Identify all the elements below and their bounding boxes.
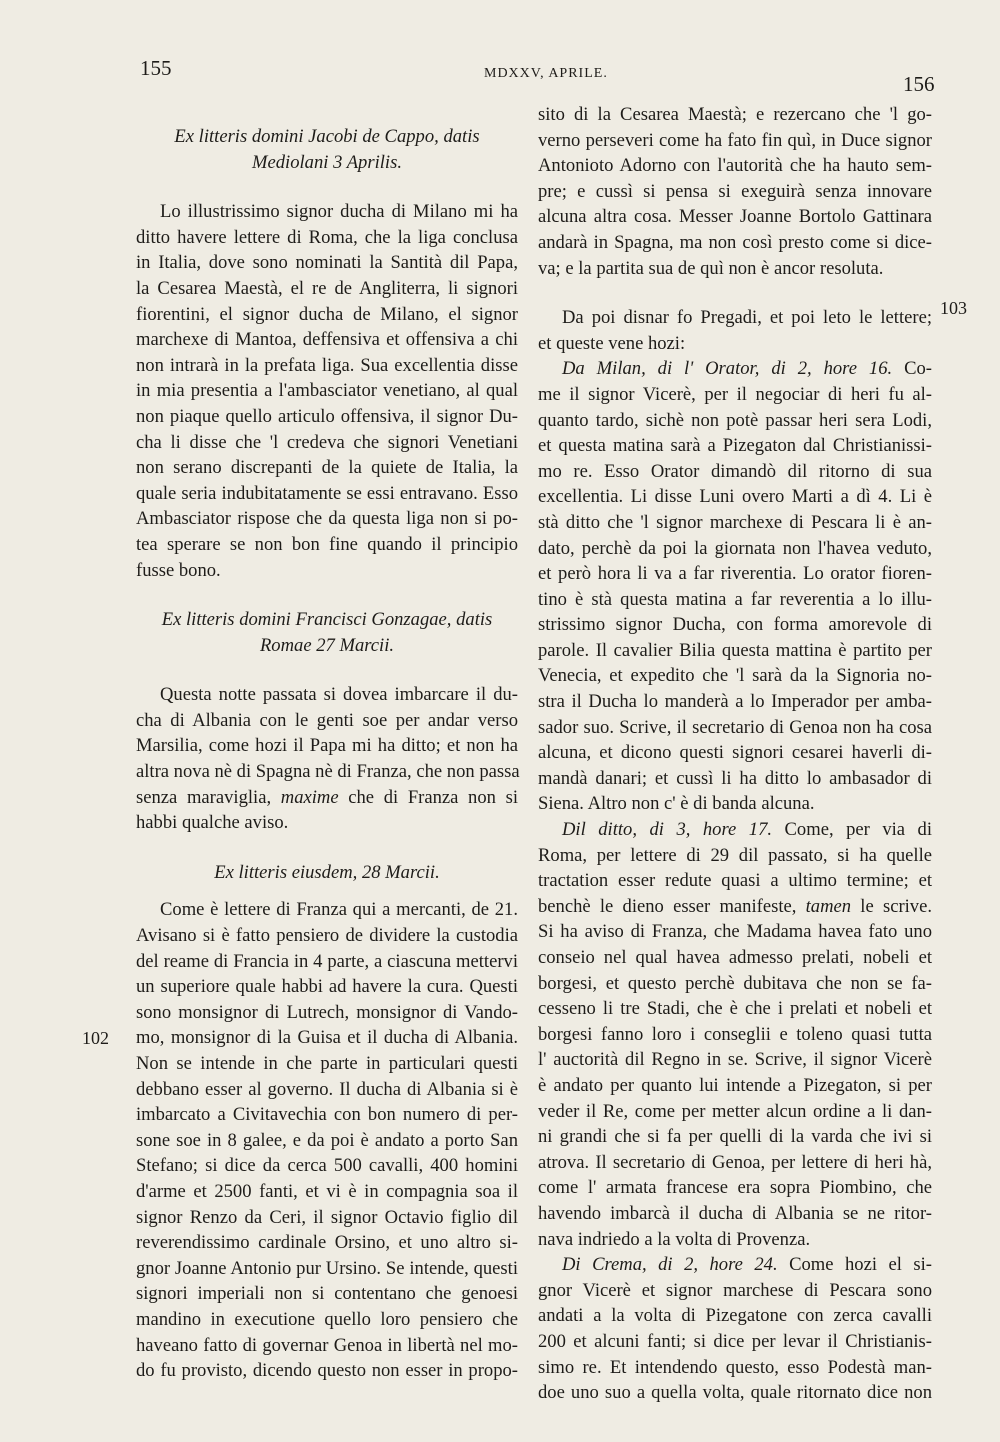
text-line: sador suo. Scrive, il secretario di Genoa non ha cosa	[538, 716, 932, 738]
text-line: havendo imbarcà il ducha di Albania se ne ritor-	[538, 1202, 932, 1224]
text-line: sito di la Cesarea Maestà; e rezercano che 'l go-	[538, 104, 932, 125]
text-line: habbi qualche aviso.	[136, 812, 289, 834]
text-line: reverendissimo cardinale Orsino, et uno altro si-	[136, 1232, 518, 1254]
text-line: in Italia, dove sono nominati la Santità dil Papa,	[136, 252, 518, 274]
text-line: Roma, per lettere di 29 dil passato, si ha quelle	[538, 844, 932, 866]
text-line: simo re. Et intendendo questo, esso Podestà man-	[538, 1356, 932, 1378]
text-line: tino è stà questa matina a far reverentia a lo illu-	[538, 588, 932, 610]
text-line: cha di Albania con le genti soe per andar verso	[136, 709, 518, 731]
text-line: mo re. Esso Orator dimandò dil ritorno di sua	[538, 460, 932, 482]
paragraph-continuation	[538, 102, 932, 281]
paragraph-gonzaga	[136, 682, 518, 836]
text-line: gnor Vicerè et signor marchese di Pescara sono	[538, 1279, 932, 1301]
text-line: pre; e cussì si pensa si exeguirà senza innovare	[538, 180, 932, 202]
text-line: debbano esser al governo. Il ducha di Albania si è	[136, 1078, 518, 1100]
heading-gonzaga-line1: Ex litteris domini Francisci Gonzagae, datis	[161, 609, 493, 631]
text-line: et però hora li va a far riverentia. Lo orator fioren-	[538, 563, 932, 585]
margin-note-right: 103	[940, 298, 967, 318]
entry-milan	[538, 356, 932, 817]
text-line: ditto havere lettere di Roma, che la liga conclusa	[136, 226, 518, 248]
text-line: veder il Re, come per metter alcun ordine a li dan-	[538, 1100, 932, 1122]
text-line: cha li disse che 'l credeva che signori Venetiani	[136, 431, 518, 453]
text-line: mandà danari; et cussì li ha ditto lo ambasador di	[538, 767, 932, 789]
paragraph-cappo	[136, 199, 518, 583]
text-line: Siena. Altro non c' è di banda alcuna.	[538, 793, 815, 815]
text-line: l' auctorità dil Regno in se. Scrive, il signor Vicerè	[538, 1049, 932, 1071]
text-line: non serano discrepanti de la quiete de Italia, la	[136, 457, 518, 479]
text-line: sono monsignor di Lutrech, monsignor di Vando-	[136, 1001, 518, 1023]
text-line: alcuna altra cosa. Messer Joanne Bortolo Gattinara	[538, 206, 932, 228]
text-line: quanto tardo, sichè non potè passar heri sera Lodi,	[538, 409, 932, 431]
text-line: 200 et alcuni fanti; si dice per levar il Christianis-	[538, 1330, 932, 1352]
page-number-left: 155	[140, 56, 172, 80]
heading-cappo-line2: Mediolani 3 Aprilis.	[252, 151, 402, 173]
text-line: fiorentini, el signor ducha de Milano, el signor	[136, 303, 518, 325]
text-line: haveano fatto di governar Genoa in libertà nel mo-	[136, 1334, 518, 1356]
text-line: signor Renzo da Ceri, il signor Octavio figlio dil	[136, 1206, 518, 1228]
text-line: stà ditto che 'l signor marchexe di Pescara li è an-	[538, 511, 932, 533]
text-line: Questa notte passata si dovea imbarcare il du-	[160, 684, 518, 706]
text-line: doe uno suo a quella volta, quale ritornato dice non	[538, 1382, 932, 1404]
text-line: Antonioto Adorno con l'autorità che ha hauto sem-	[538, 155, 932, 177]
text-line: stra il Ducha lo manderà a lo Imperador per amba-	[538, 691, 932, 713]
page-number-right: 156	[903, 72, 935, 96]
entry-lead-line: Dil ditto, di 3, hore 17. Come, per via di	[562, 819, 932, 841]
running-title: MDXXV, APRILE.	[484, 66, 608, 81]
text-line: mandino in executione quello loro pensiero che	[136, 1308, 518, 1330]
text-line: verno perseveri come ha fato fin quì, in Duce signor	[538, 129, 932, 151]
text-line: benchè le dieno esser manifeste, tamen le scrive.	[538, 895, 932, 917]
text-line: come l' armata francese era sopra Piombino, che	[538, 1177, 932, 1199]
margin-note-left: 102	[82, 1028, 109, 1048]
text-line: un superiore quale habbi ad havere la cura. Questi	[136, 976, 518, 998]
text-line: Come è lettere di Franza qui a mercanti, de 21.	[160, 899, 518, 921]
text-line: borgesi fanno loro i conseglii e toleno quasi tutta	[538, 1023, 932, 1045]
text-line: quale seria indubitatamente se essi entravano. Esso	[136, 482, 518, 504]
entry-lead-line: Di Crema, di 2, hore 24. Come hozi el si-	[562, 1254, 932, 1276]
text-line: Stefano; si dice da cerca 500 cavalli, 400 homini	[136, 1155, 518, 1177]
text-line: andati a la volta di Pizegatone con zerca cavalli	[538, 1305, 932, 1327]
text-line: tractation esser redute quasi a ultimo termine; et	[538, 870, 932, 892]
text-line: cesseno li tre Stadi, che è che i prelati et nobeli et	[538, 998, 932, 1020]
text-line: Avisano si è fatto pensiero de dividere la custodia	[136, 925, 518, 947]
text-line: dato, perchè da poi la giornata non l'havea veduto,	[538, 537, 932, 559]
entry-ditto	[538, 817, 932, 1252]
text-line: d'arme et 2500 fanti, et vi è in compagnia soa il	[136, 1180, 518, 1202]
right-column	[538, 102, 932, 1406]
text-line: va; e la partita sua de quì non è ancor resoluta.	[538, 257, 884, 279]
text-line: strissimo signor Ducha, con forma amorevole di	[538, 614, 932, 636]
text-line: la Cesarea Maestà, el re de Angliterra, li signori	[136, 277, 518, 299]
text-line: excellentia. Li disse Luni overo Marti a dì 4. Li è	[538, 486, 932, 508]
text-line: Ambasciator rispose che da questa liga non si po-	[136, 508, 518, 530]
heading-cappo-line1: Ex litteris domini Jacobi de Cappo, datis	[174, 126, 480, 147]
text-line: imbarcato a Civitavechia con bon numero di per-	[136, 1104, 518, 1126]
text-line: Non se intende in che parte in particulari questi	[136, 1053, 518, 1074]
left-column	[136, 124, 518, 1384]
text-line: do fu provisto, dicendo questo non esser in propo-	[136, 1360, 518, 1382]
text-line: mo, monsignor di la Guisa et il ducha di Albania.	[136, 1027, 518, 1049]
entry-crema	[538, 1252, 932, 1406]
text-line: ni grandi che si fa per quelli di la varda che ivi si	[538, 1126, 932, 1148]
text-line: conseio nel qual havea admesso prelati, nobeli et	[538, 947, 932, 968]
text-line: fusse bono.	[136, 559, 221, 581]
text-line: del reame di Francia in 4 parte, a ciascuna mettervi	[136, 950, 518, 972]
text-line: me il signor Vicerè, per il negociar di heri fu al-	[538, 383, 932, 405]
text-line: parole. Il cavalier Bilia questa mattina è partito per	[538, 639, 932, 661]
text-line: sone soe in 8 galee, e da poi è andato a porto San	[136, 1129, 518, 1151]
text-line: gnor Joanne Antonio pur Ursino. Se intende, questi	[136, 1257, 518, 1279]
text-line: atrova. Il secretario di Genoa, per lettere di heri hà,	[538, 1151, 932, 1173]
text-line: senza maraviglia, maxime che di Franza non si	[136, 786, 519, 808]
text-line: altra nova nè di Spagna nè di Franza, che non passa	[136, 761, 520, 783]
entry-lead-line: Da Milan, di l' Orator, di 2, hore 16. Co-	[562, 358, 932, 380]
text-line: Marsilia, come hozi il Papa mi ha ditto; et non ha	[136, 735, 518, 757]
text-line: borgesi, et questo perchè dubitava che non se fa-	[538, 972, 932, 994]
text-line: è andato per quanto lui intende a Pizegaton, si per	[538, 1074, 932, 1096]
text-line: Si ha aviso di Franza, che Madama havea fato uno	[538, 921, 932, 943]
text-line: marchexe di Mantoa, deffensiva et offensiva a chi	[136, 329, 518, 351]
text-line: non intrarà in la prefata liga. Sua excellentia disse	[136, 354, 518, 376]
paragraph-eiusdem	[136, 897, 518, 1383]
text-line: Lo illustrissimo signor ducha di Milano mi ha	[160, 201, 518, 223]
text-line: alcuna, et dicono questi signori cesarei haverli di-	[538, 742, 932, 764]
text-line: et questa matina sarà a Pizegaton dal Christianissi-	[538, 435, 932, 457]
text-line: nava indriedo a la volta di Provenza.	[538, 1228, 811, 1250]
heading-eiusdem: Ex litteris eiusdem, 28 Marcii.	[214, 861, 440, 883]
heading-gonzaga-line2: Romae 27 Marcii.	[259, 634, 395, 656]
text-line: Venecia, et expedito che 'l sarà da la Signoria no-	[538, 665, 932, 687]
text-line: Da poi disnar fo Pregadi, et poi leto le lettere;	[562, 307, 932, 329]
text-line: tea sperare se non bon fine quando il principio	[136, 533, 518, 555]
text-line: non piaque quello articulo offensiva, il signor Du-	[136, 405, 518, 427]
text-line: et queste vene hozi:	[538, 332, 686, 354]
paragraph-pregadi	[538, 305, 932, 356]
text-line: andarà in Spagna, ma non così presto come si dice-	[538, 231, 932, 253]
text-line: signori imperiali non si contentano che genoesi	[136, 1283, 518, 1305]
text-line: in mia presentia a l'ambasciator venetiano, al qual	[136, 380, 518, 402]
